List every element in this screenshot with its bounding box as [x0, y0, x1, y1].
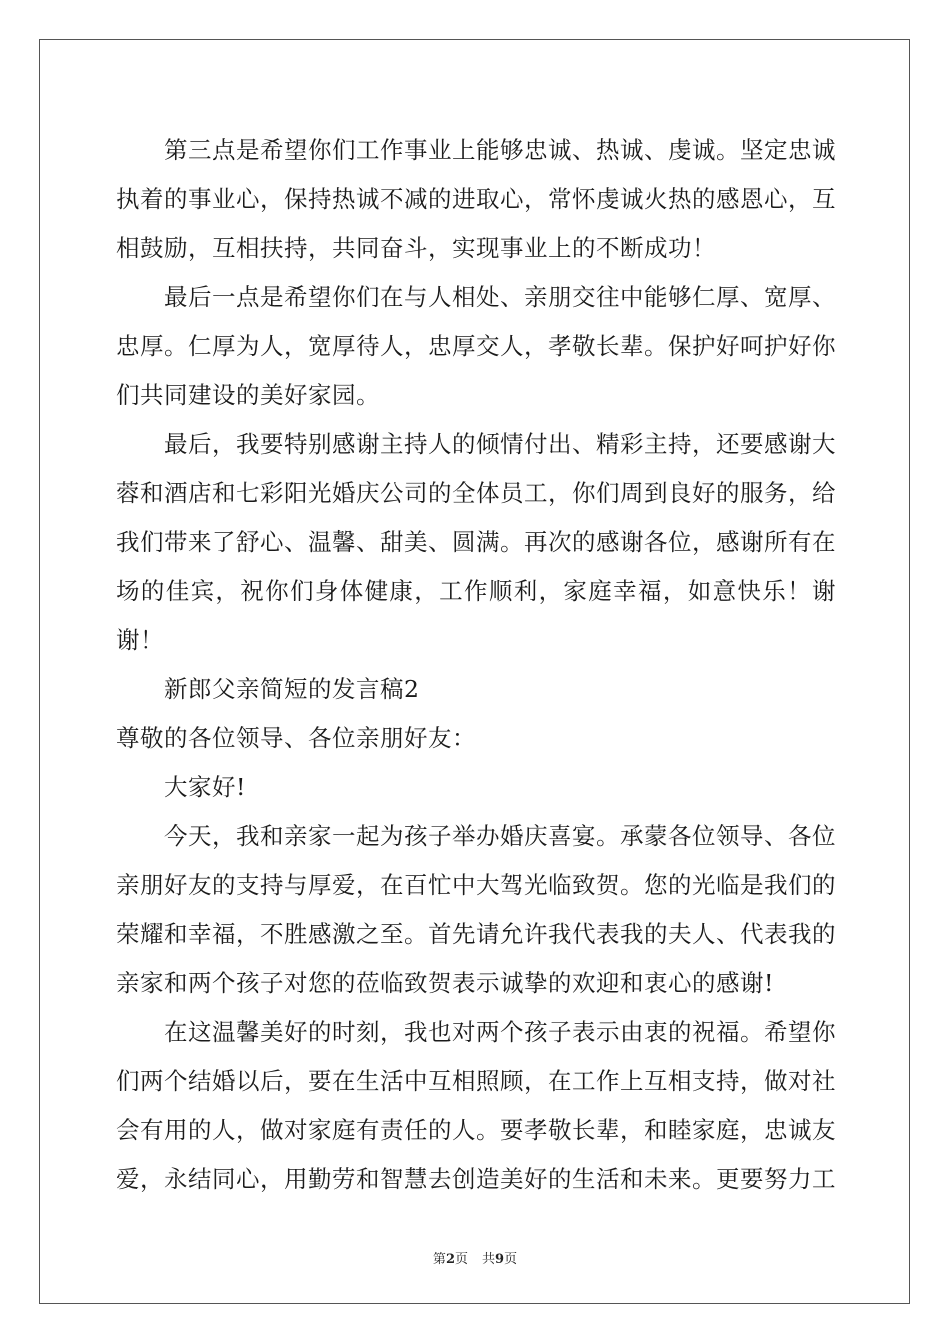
total-suffix: 页: [504, 1252, 518, 1267]
paragraph: 最后，我要特别感谢主持人的倾情付出、精彩主持，还要感谢大蓉和酒店和七彩阳光婚庆公司的全体员工，你们周到良好的服务，给我们带来了舒心、温馨、甜美、圆满。再次的感谢各位，感谢所有在场的佳宾，祝你们身体健康，工作顺利，家庭幸福，如意快乐！谢谢！: [116, 430, 836, 654]
page-footer: [0, 1248, 950, 1267]
greeting: 大家好!: [164, 773, 246, 801]
page-current: 2: [445, 1252, 455, 1267]
page-total: 9: [495, 1252, 505, 1267]
document-body: [116, 126, 836, 1204]
page-suffix: 页: [454, 1252, 468, 1267]
section-heading: 新郎父亲简短的发言稿2: [164, 675, 420, 703]
paragraph: 最后一点是希望你们在与人相处、亲朋交往中能够仁厚、宽厚、忠厚。仁厚为人，宽厚待人，忠厚交人，孝敬长辈。保护好呵护好你们共同建设的美好家园。: [116, 283, 836, 409]
paragraph: 第三点是希望你们工作事业上能够忠诚、热诚、虔诚。坚定忠诚执着的事业心，保持热诚不减的进取心，常怀虔诚火热的感恩心，互相鼓励，互相扶持，共同奋斗，实现事业上的不断成功！: [116, 136, 836, 262]
paragraph: 在这温馨美好的时刻，我也对两个孩子表示由衷的祝福。希望你们两个结婚以后，要在生活中互相照顾，在工作上互相支持，做对社会有用的人，做对家庭有责任的人。要孝敬长辈，和睦家庭，忠诚友爱，永结同心，用勤劳和智慧去创造美好的生活和未来。更要努力工: [116, 1018, 836, 1193]
paragraph: 今天，我和亲家一起为孩子举办婚庆喜宴。承蒙各位领导、各位亲朋好友的支持与厚爱，在百忙中大驾光临致贺。您的光临是我们的荣耀和幸福，不胜感激之至。首先请允许我代表我的夫人、代表我的亲家和两个孩子对您的莅临致贺表示诚挚的欢迎和衷心的感谢!: [116, 822, 836, 997]
salutation: 尊敬的各位领导、各位亲朋好友：: [116, 724, 476, 752]
total-prefix: 共: [482, 1252, 496, 1267]
page-prefix: 第: [432, 1252, 446, 1267]
